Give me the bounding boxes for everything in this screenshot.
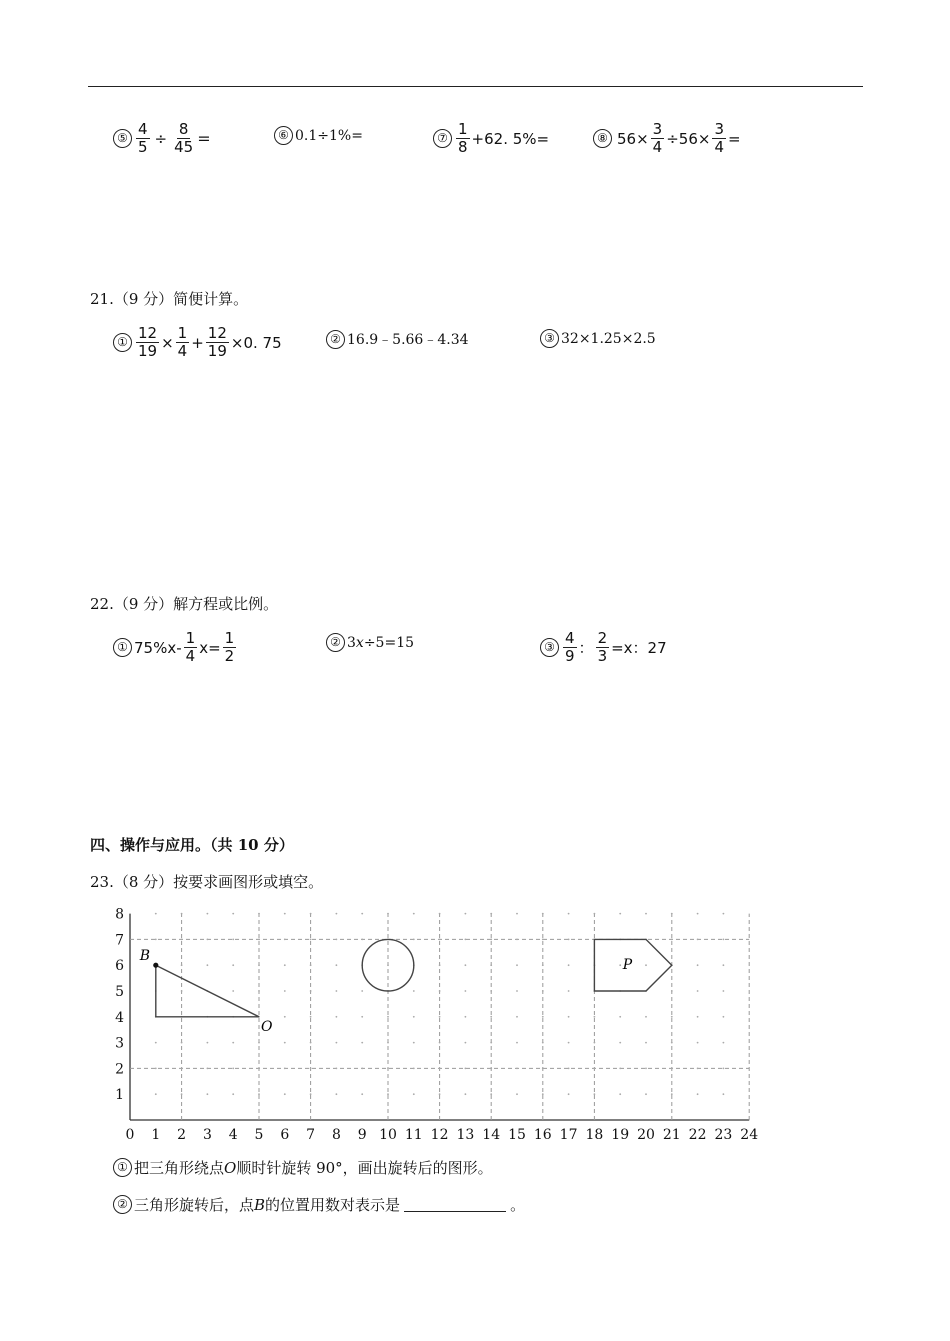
grid-dot [619,913,621,915]
grid-dot [671,990,673,992]
grid-dot [181,939,183,941]
grid-dot [568,913,570,915]
grid-dot [697,990,699,992]
grid-dot [258,1042,260,1044]
x-axis-tick-label: 12 [430,1127,449,1143]
fraction: $\frac{4}{9}$ [565,629,575,665]
grid-dot [465,939,467,941]
grid-dot [413,1042,415,1044]
grid-dot [207,1068,209,1070]
grid-dot [671,1042,673,1044]
grid-dot [490,939,492,941]
grid-dot [465,1042,467,1044]
grid-dot [490,913,492,915]
grid-dot [310,964,312,966]
grid-dot [568,1093,570,1095]
grid-dot [284,1042,286,1044]
grid-dot [516,964,518,966]
grid-dot [594,1093,596,1095]
grid-dot [232,913,234,915]
x-axis-tick-label: 19 [611,1127,630,1143]
q22-item-1: ① 75%x- $\frac{1}{4}$ x= $\frac{1}{2}$ [113,630,238,665]
grid-dot [594,1068,596,1070]
grid-dot [490,964,492,966]
grid-dot [387,1042,389,1044]
coordinate-grid [110,903,770,1148]
grid-dot [387,1016,389,1018]
grid-dot [645,1093,647,1095]
grid-dot [284,1093,286,1095]
grid-dot [619,1068,621,1070]
grid-dot [697,913,699,915]
grid-dot [645,1068,647,1070]
grid-dot [542,913,544,915]
grid-dot [258,964,260,966]
grid-dot [465,990,467,992]
grid-dot [697,1068,699,1070]
grid-dot [413,913,415,915]
grid-dot [336,1093,338,1095]
grid-dot [310,939,312,941]
grid-dot [232,1068,234,1070]
grid-dot [516,1016,518,1018]
grid-dot [439,1068,441,1070]
grid-dot [310,1042,312,1044]
y-axis-tick-label: 2 [115,1061,124,1078]
grid-dot [336,913,338,915]
q20-item-5: ⑤ $\frac{4}{5}$ ÷ $\frac{8}{45}$ = [113,121,211,156]
grid-dot [413,939,415,941]
grid-dot [181,1042,183,1044]
grid-dot [671,913,673,915]
item-number: ⑦ [433,129,452,148]
y-axis-tick-label: 1 [115,1087,124,1104]
grid-dot [439,939,441,941]
x-axis-tick-label: 0 [125,1127,135,1143]
grid-dot [671,939,673,941]
pentagon-shape-p [594,939,671,991]
grid-dot [155,1042,157,1044]
grid-dot [336,990,338,992]
x-axis-tick-label: 5 [254,1127,264,1143]
q22-item-2: ② 3 x ÷5=15 [326,633,414,652]
fraction: $\frac{1}{2}$ [224,629,235,665]
x-axis-tick-label: 14 [482,1127,501,1143]
grid-dot [413,1068,415,1070]
grid-dot [594,1016,596,1018]
grid-dot [439,913,441,915]
q21-item-2: ② 16.9﹣5.66﹣4.34 [326,329,469,349]
x-axis-tick-label: 13 [456,1127,475,1143]
grid-dot [723,1016,725,1018]
grid-dot [336,964,338,966]
x-axis-tick-label: 9 [357,1127,367,1143]
grid-dot [258,913,260,915]
point-b [153,963,158,968]
grid-dot [542,939,544,941]
grid-dot [207,1042,209,1044]
grid-dot [387,964,389,966]
y-axis-tick-label: 8 [115,906,124,923]
q20-item-6: ⑥ 0.1÷1%= [274,126,363,145]
grid-dot [516,1068,518,1070]
fraction: $\frac{1}{8}$ [458,120,468,156]
grid-dot [465,1093,467,1095]
grid-dot [439,990,441,992]
grid-dot [671,1068,673,1070]
triangle-shape [156,965,259,1017]
grid-dot [413,1093,415,1095]
grid-dot [310,1068,312,1070]
label-p: P [622,957,633,974]
q22-item-3: ③ $\frac{4}{9}$ ： $\frac{2}{3}$ =x：27 [540,630,667,665]
x-axis-tick-label: 18 [585,1127,604,1143]
grid-dot [361,1016,363,1018]
grid-dot [361,1093,363,1095]
grid-dot [181,913,183,915]
x-axis-tick-label: 10 [379,1127,397,1143]
fraction: $\frac{3}{4}$ [652,120,663,156]
grid-dot [181,964,183,966]
grid-dot [697,939,699,941]
grid-dot [645,913,647,915]
grid-dot [723,939,725,941]
grid-dot [361,913,363,915]
grid-dot [619,1016,621,1018]
x-axis-tick-label: 24 [740,1127,759,1143]
q22-title: 22.（9 分）解方程或比例。 [90,595,279,613]
grid-dot [490,1068,492,1070]
grid-dot [568,1068,570,1070]
x-axis-tick-label: 11 [404,1127,423,1143]
item-number: ⑥ [274,126,293,145]
y-axis-tick-label: 5 [115,984,124,1000]
grid-dot [542,1042,544,1044]
grid-dot [155,1068,157,1070]
grid-dot [568,939,570,941]
grid-dot [387,1093,389,1095]
header-rule [88,86,863,87]
grid-dot [155,939,157,941]
grid-dot [439,964,441,966]
grid-dot [258,939,260,941]
x-axis-tick-label: 16 [533,1127,552,1143]
item-number: ① [113,333,132,352]
q21-title: 21.（9 分）简便计算。 [90,290,249,308]
grid-dot [361,1068,363,1070]
grid-dot [542,1068,544,1070]
y-axis-tick-label: 7 [115,932,124,949]
grid-dot [439,1016,441,1018]
item-number: ① [113,1158,132,1177]
q20-item-8: ⑧ 56× $\frac{3}{4}$ ÷56× $\frac{3}{4}$ = [593,121,741,156]
grid-dot [542,1093,544,1095]
grid-dot [542,1016,544,1018]
y-axis-tick-label: 6 [115,958,124,975]
item-number: ⑤ [113,129,132,148]
grid-dot [516,990,518,992]
grid-dot [361,990,363,992]
grid-dot [413,990,415,992]
grid-dot [723,1042,725,1044]
section-4-title: 四、操作与应用。（共 10 分） [90,836,294,854]
grid-dot [207,913,209,915]
grid-dot [465,1016,467,1018]
grid-dot [155,913,157,915]
q23-title: 23.（8 分）按要求画图形或填空。 [90,873,324,891]
x-axis-tick-label: 15 [508,1127,526,1143]
grid-dot [465,913,467,915]
axis-labels [115,907,758,1143]
grid-dot [542,964,544,966]
grid-dot [232,990,234,992]
grid-dot [413,1016,415,1018]
fraction: $\frac{1}{4}$ [185,629,196,665]
grid-dot [284,1016,286,1018]
grid-dot [181,990,183,992]
grid-dot [568,1016,570,1018]
grid-dot [516,913,518,915]
grid-dot [439,1093,441,1095]
grid-dot [490,1016,492,1018]
y-axis-tick-label: 3 [115,1035,124,1052]
grid-dot [232,1042,234,1044]
grid-dot [542,990,544,992]
grid-dot [181,1068,183,1070]
grid-dot [207,1093,209,1095]
x-axis-tick-label: 8 [331,1127,341,1143]
grid-dot [181,1093,183,1095]
grid-dot [568,1042,570,1044]
grid-dot [336,939,338,941]
grid-dot [284,1068,286,1070]
q21-item-1: ① $\frac{12}{19}$ × $\frac{1}{4}$ + $\frac{12}{19}$ ×0. 75 [113,325,282,360]
grid-dot [361,939,363,941]
grid-dot [284,939,286,941]
grid-dot [619,1093,621,1095]
x-axis-tick-label: 20 [637,1127,655,1143]
grid-dot [697,964,699,966]
item-number: ② [326,330,345,349]
grid-dot [568,990,570,992]
y-axis-tick-label: 4 [115,1009,124,1026]
grid-dot [310,913,312,915]
grid-dot [723,1093,725,1095]
grid-dot [516,1093,518,1095]
fraction: $\frac{3}{4}$ [714,120,724,156]
grid-dot [465,1068,467,1070]
x-axis-tick-label: 17 [559,1127,578,1143]
x-axis-tick-label: 22 [688,1127,707,1143]
grid-dot [310,1093,312,1095]
grid-dot [387,1068,389,1070]
grid-dot [490,1042,492,1044]
grid-dot [361,1042,363,1044]
item-number: ③ [540,329,559,348]
grid-dot [490,1093,492,1095]
grid-dot [258,1093,260,1095]
grid-dot [284,990,286,992]
grid-dot [232,939,234,941]
answer-blank[interactable] [404,1197,506,1212]
fraction: $\frac{2}{3}$ [597,629,608,665]
grid-dot [207,939,209,941]
grid-dot [439,1042,441,1044]
x-axis-tick-label: 2 [177,1127,187,1143]
grid-dot [516,1042,518,1044]
grid-dot [697,1093,699,1095]
grid-dot [723,1068,725,1070]
grid-dot [232,964,234,966]
grid-dot [310,1016,312,1018]
x-axis-tick-label: 3 [202,1127,212,1143]
grid-dot [671,1016,673,1018]
grid-dot [723,964,725,966]
grid-dot [723,913,725,915]
grid-dot [697,1042,699,1044]
q23-sub-2: ② 三角形旋转后，点 B 的位置用数对表示是 。 [113,1194,525,1215]
x-axis-tick-label: 4 [228,1127,238,1143]
grid-dot [336,1042,338,1044]
grid-dot [594,913,596,915]
item-number: ② [326,633,345,652]
q20-item-7: ⑦ $\frac{1}{8}$ +62. 5%= [433,121,549,156]
grid-dot [258,1068,260,1070]
grid-dot [336,1016,338,1018]
q23-sub-1: ① 把三角形绕点 O 顺时针旋转 90°，画出旋转后的图形。 [113,1157,493,1178]
grid-dot [155,1093,157,1095]
grid-dot [284,964,286,966]
x-axis-tick-label: 1 [151,1127,161,1143]
grid-dot [258,990,260,992]
grid-dot [671,1093,673,1095]
grid-dot [232,1093,234,1095]
grid-dot [490,990,492,992]
grid-dot [387,913,389,915]
grid-dot [619,1042,621,1044]
item-number: ① [113,638,132,657]
fraction: $\frac{12}{19}$ [207,324,227,360]
grid-dot [697,1016,699,1018]
grid-dot [207,964,209,966]
fraction: $\frac{8}{45}$ [174,120,194,156]
grid-dot [336,1068,338,1070]
grid-dot [645,1016,647,1018]
grid-dot [465,964,467,966]
grid-dot [310,990,312,992]
label-o: O [261,1018,273,1035]
grid-dot [645,1042,647,1044]
item-number: ② [113,1195,132,1214]
grid-dot [568,964,570,966]
x-axis-tick-label: 21 [662,1127,681,1143]
grid-dot [284,913,286,915]
q21-item-3: ③ 32×1.25×2.5 [540,329,656,348]
fraction: $\frac{4}{5}$ [138,120,148,156]
grid-dot [645,964,647,966]
item-number: ⑧ [593,129,612,148]
fraction: $\frac{1}{4}$ [177,324,188,360]
grid-dot [723,990,725,992]
item-number: ③ [540,638,559,657]
x-axis-tick-label: 7 [306,1127,316,1143]
x-axis-tick-label: 23 [714,1127,733,1143]
label-b: B [139,948,151,965]
x-axis-tick-label: 6 [280,1127,290,1143]
grid-dot [594,1042,596,1044]
grid-dot [516,939,518,941]
fraction: $\frac{12}{19}$ [138,324,158,360]
grid-dot [619,964,621,966]
